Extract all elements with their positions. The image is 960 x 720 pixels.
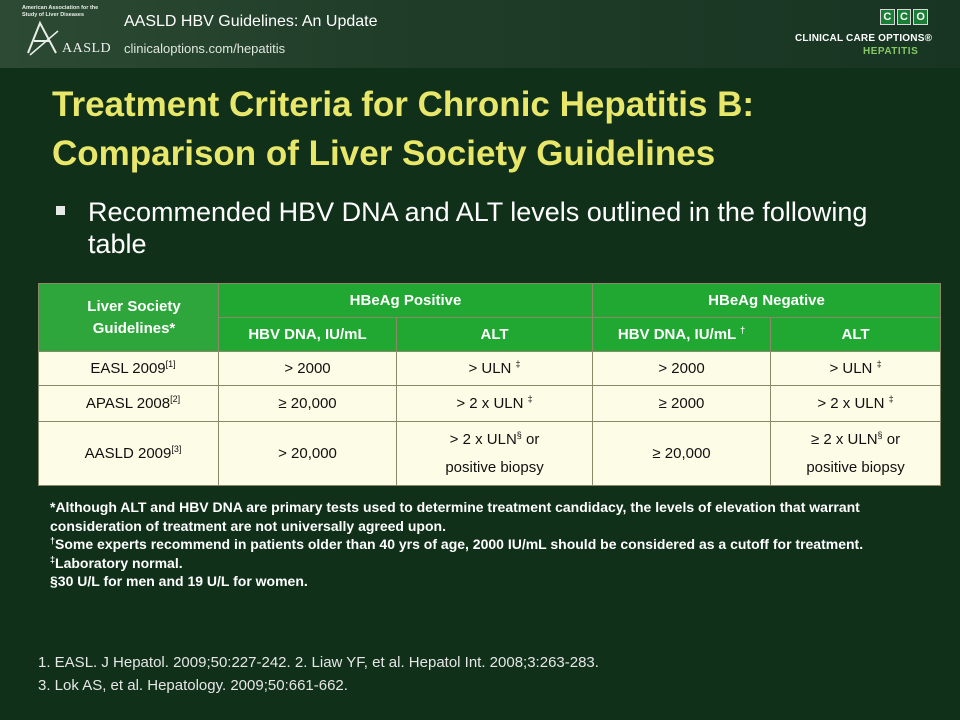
cell-alt-positive: > 2 x ULN§ or positive biopsy	[397, 422, 593, 486]
cco-letter: O	[913, 9, 928, 25]
slide-title	[52, 80, 932, 178]
col-header-dna-positive: HBV DNA, IU/mL	[219, 318, 397, 352]
references	[38, 651, 918, 697]
cco-letter: C	[897, 9, 912, 25]
cco-brand-sub: HEPATITIS	[863, 46, 919, 57]
cco-letter: C	[880, 9, 895, 25]
footnote: ‡Laboratory normal.	[50, 553, 183, 571]
table-row	[39, 422, 941, 486]
title-line-1: Treatment Criteria for Chronic Hepatitis B:	[52, 85, 755, 124]
aasld-logo-icon	[26, 19, 60, 57]
header-bar	[0, 0, 960, 68]
cell-alt-negative: > ULN ‡	[771, 352, 941, 386]
row-label: EASL 2009[1]	[39, 352, 219, 386]
header-url: clinicaloptions.com/hepatitis	[124, 41, 286, 56]
table-row	[39, 386, 941, 422]
reference-line: 1. EASL. J Hepatol. 2009;50:227-242. 2. Liaw YF, et al. Hepatol Int. 2008;3:263-283.	[38, 654, 599, 671]
group-header-positive: HBeAg Positive	[219, 284, 593, 318]
aasld-logo	[22, 5, 112, 61]
org-name: American Association for the Study of Liver Diseases	[22, 5, 99, 18]
cell-alt-positive: > ULN ‡	[397, 352, 593, 386]
row-label: AASLD 2009[3]	[39, 422, 219, 486]
group-header-negative: HBeAg Negative	[593, 284, 941, 318]
cco-logo	[880, 9, 928, 25]
title-line-2: Comparison of Liver Society Guidelines	[52, 134, 716, 173]
cell-dna-positive: > 20,000	[219, 422, 397, 486]
table-header-row	[39, 284, 941, 318]
cco-brand-name: CLINICAL CARE OPTIONS®	[795, 33, 933, 44]
bullet-square-icon	[56, 206, 65, 215]
col-header-dna-negative: HBV DNA, IU/mL †	[593, 318, 771, 352]
footnote: §30 U/L for men and 19 U/L for women.	[50, 573, 308, 589]
table-row	[39, 352, 941, 386]
cell-dna-negative: > 2000	[593, 352, 771, 386]
bullet-text: Recommended HBV DNA and ALT levels outlined in the following table	[88, 197, 868, 259]
corner-header: Liver Society Guidelines*	[39, 284, 219, 352]
guidelines-table	[38, 283, 941, 486]
org-abbr: AASLD	[62, 41, 112, 56]
row-label: APASL 2008[2]	[39, 386, 219, 422]
footnote: *Although ALT and HBV DNA are primary tests used to determine treatment candidacy, the levels of elevation that warrant consideration of treatment are not universally agreed upon.	[50, 499, 860, 534]
cell-dna-negative: ≥ 2000	[593, 386, 771, 422]
dagger-mark: †	[740, 325, 746, 335]
cell-dna-negative: ≥ 20,000	[593, 422, 771, 486]
footnotes	[50, 498, 930, 591]
cell-alt-negative: ≥ 2 x ULN§ or positive biopsy	[771, 422, 941, 486]
cell-dna-positive: ≥ 20,000	[219, 386, 397, 422]
header-title: AASLD HBV Guidelines: An Update	[124, 13, 378, 30]
col-header-alt-positive: ALT	[397, 318, 593, 352]
reference-line: 3. Lok AS, et al. Hepatology. 2009;50:661-662.	[38, 677, 348, 694]
cell-dna-positive: > 2000	[219, 352, 397, 386]
cell-alt-positive: > 2 x ULN ‡	[397, 386, 593, 422]
cell-alt-negative: > 2 x ULN ‡	[771, 386, 941, 422]
footnote: †Some experts recommend in patients older than 40 yrs of age, 2000 IU/mL should be considered as a cutoff for treatment.	[50, 535, 864, 552]
col-header-alt-negative: ALT	[771, 318, 941, 352]
